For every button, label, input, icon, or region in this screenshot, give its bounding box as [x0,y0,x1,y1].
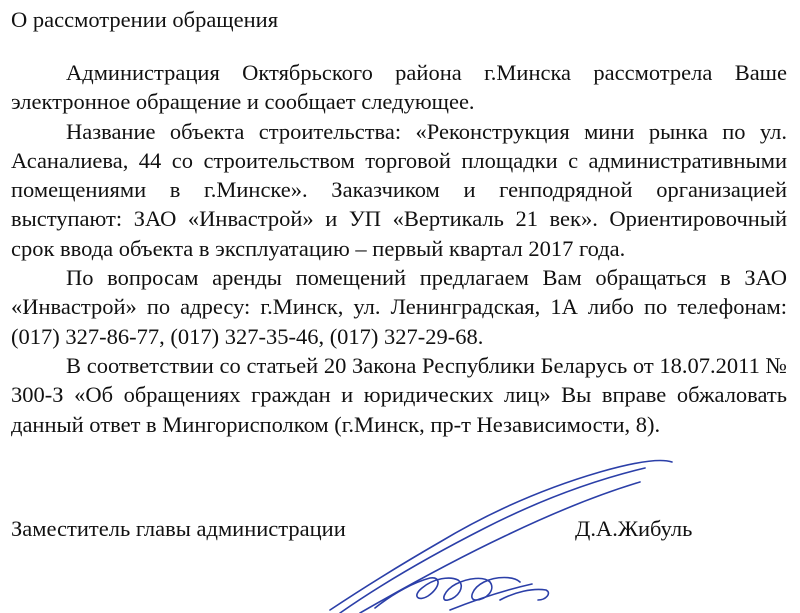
paragraph-construction-object: Название объекта строительства: «Реконструкция мини рынка по ул. Асаналиева, 44 со строительством торговой площадки с административными помещениями в г.Минске». Заказчиком и генподрядной организацией выступают: ЗАО «Инвастрой» и УП «Вертикаль 21 век». Ориентировочный срок ввода объекта в эксплуатацию – первый квартал 2017 года. [11,118,787,261]
paragraph-appeal-rights: В соответствии со статьей 20 Закона Республики Беларусь от 18.07.2011 № 300-З «Об обращениях граждан и юридических лиц» Вы вправе обжаловать данный ответ в Мингорисполком (г.Минск, пр-т Независимости, 8). [11,352,787,437]
letter-subject: О рассмотрении обращения [11,7,279,32]
paragraph-rental-contacts: По вопросам аренды помещений предлагаем Вам обращаться в ЗАО «Инвастрой» по адресу: г.Минск, ул. Ленинградская, 1А либо по телефонам: (017) 327-86-77, (017) 327-35-46, (017) 327-29-68. [11,265,787,349]
paragraph-intro: Администрация Октябрьского района г.Минска рассмотрела Ваше электронное обращение и сообщает следующее. [11,60,787,115]
letter-body [11,58,787,439]
signature-block [11,515,787,545]
signatory-title: Заместитель главы администрации [11,516,346,541]
signatory-name: Д.А.Жибуль [575,516,693,541]
